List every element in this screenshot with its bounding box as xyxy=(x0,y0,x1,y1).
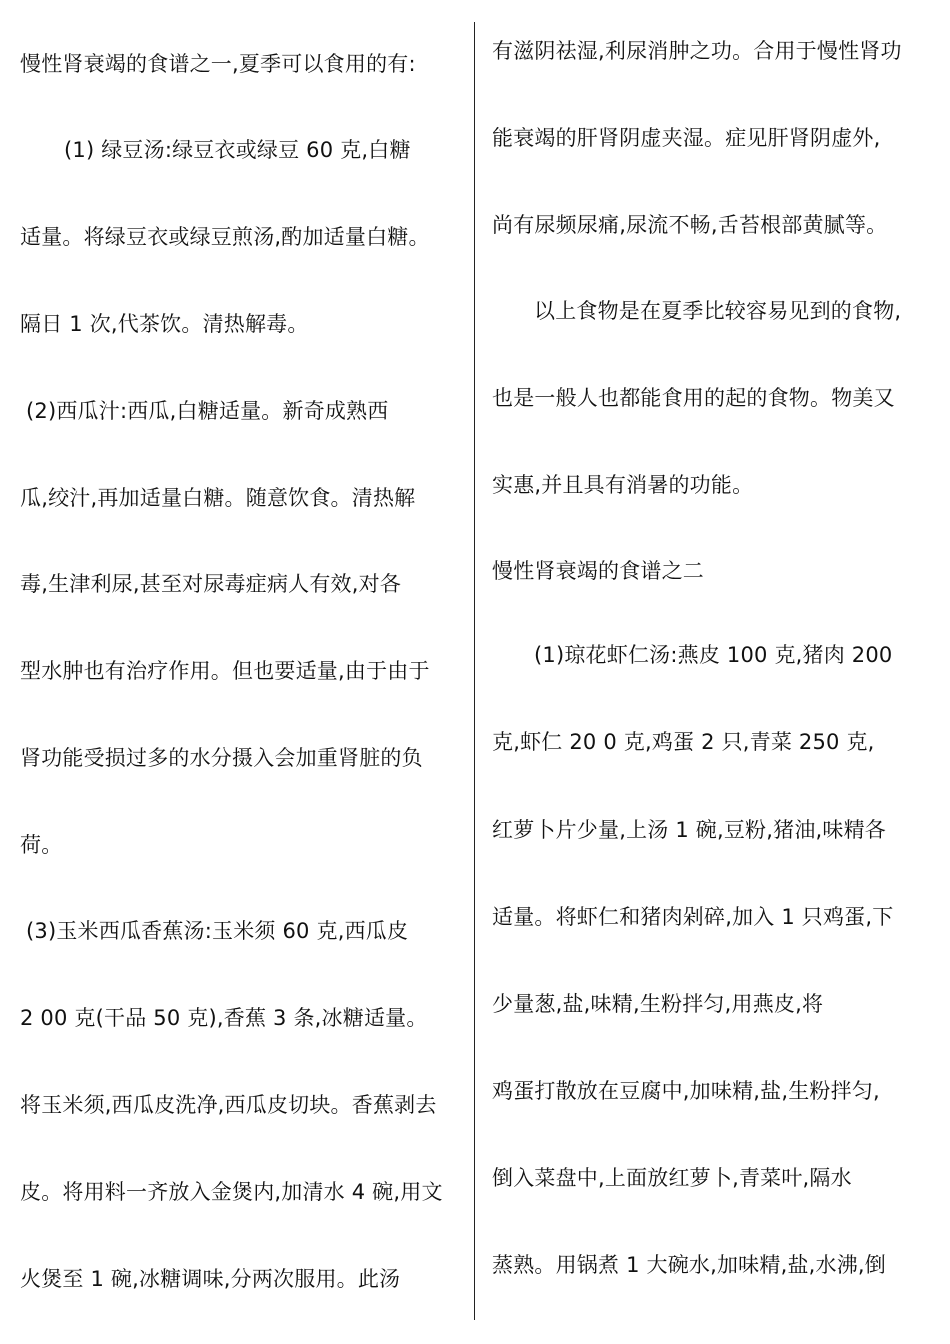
right-line-3: 尚有尿频尿痛,尿流不畅,舌苔根部黄腻等。 xyxy=(492,213,888,237)
left-line-3: 适量。将绿豆衣或绿豆煎汤,酌加适量白糖。 xyxy=(20,225,430,249)
right-line-2: 能衰竭的肝肾阴虚夹湿。症见肝肾阴虚外, xyxy=(492,126,881,150)
left-line-2: (1) 绿豆汤:绿豆衣或绿豆 60 克,白糖 xyxy=(64,138,411,162)
left-line-5: (2)西瓜汁:西瓜,白糖适量。新奇成熟西 xyxy=(26,399,389,423)
right-line-8: (1)琼花虾仁汤:燕皮 100 克,猪肉 200 xyxy=(534,643,893,667)
left-line-11: (3)玉米西瓜香蕉汤:玉米须 60 克,西瓜皮 xyxy=(26,919,409,943)
right-line-9: 克,虾仁 20 0 克,鸡蛋 2 只,青菜 250 克, xyxy=(492,730,875,754)
right-line-12: 少量葱,盐,味精,生粉拌匀,用燕皮,将 xyxy=(492,992,824,1016)
right-line-5: 也是一般人也都能食用的起的食物。物美又 xyxy=(492,386,895,410)
right-line-15: 蒸熟。用锅煮 1 大碗水,加味精,盐,水沸,倒 xyxy=(492,1253,887,1277)
left-line-13: 将玉米须,西瓜皮洗净,西瓜皮切块。香蕉剥去 xyxy=(20,1093,437,1117)
section-heading-recipe-2: 慢性肾衰竭的食谱之二 xyxy=(492,559,704,583)
left-line-8: 型水肿也有治疗作用。但也要适量,由于由于 xyxy=(20,659,430,683)
left-line-9: 肾功能受损过多的水分摄入会加重肾脏的负 xyxy=(20,746,423,770)
left-line-1: 慢性肾衰竭的食谱之一,夏季可以食用的有: xyxy=(20,52,416,76)
right-line-4: 以上食物是在夏季比较容易见到的食物, xyxy=(534,299,902,323)
right-line-6: 实惠,并且具有消暑的功能。 xyxy=(492,473,754,497)
left-line-14: 皮。将用料一齐放入金煲内,加清水 4 碗,用文 xyxy=(20,1180,443,1204)
right-line-1: 有滋阴祛湿,利尿消肿之功。合用于慢性肾功 xyxy=(492,39,902,63)
left-line-4: 隔日 1 次,代茶饮。清热解毒。 xyxy=(20,312,309,336)
left-line-15: 火煲至 1 碗,冰糖调味,分两次服用。此汤 xyxy=(20,1267,401,1291)
left-line-7: 毒,生津利尿,甚至对尿毒症病人有效,对各 xyxy=(20,572,402,596)
right-line-13: 鸡蛋打散放在豆腐中,加味精,盐,生粉拌匀, xyxy=(492,1079,880,1103)
right-line-10: 红萝卜片少量,上汤 1 碗,豆粉,猪油,味精各 xyxy=(492,818,887,842)
right-line-11: 适量。将虾仁和猪肉剁碎,加入 1 只鸡蛋,下 xyxy=(492,905,894,929)
left-line-10: 荷。 xyxy=(20,833,63,857)
left-line-12: 2 00 克(干品 50 克),香蕉 3 条,冰糖适量。 xyxy=(20,1006,428,1030)
right-line-14: 倒入菜盘中,上面放红萝卜,青菜叶,隔水 xyxy=(492,1166,852,1190)
column-divider xyxy=(474,22,475,1320)
left-line-6: 瓜,绞汁,再加适量白糖。随意饮食。清热解 xyxy=(20,486,416,510)
